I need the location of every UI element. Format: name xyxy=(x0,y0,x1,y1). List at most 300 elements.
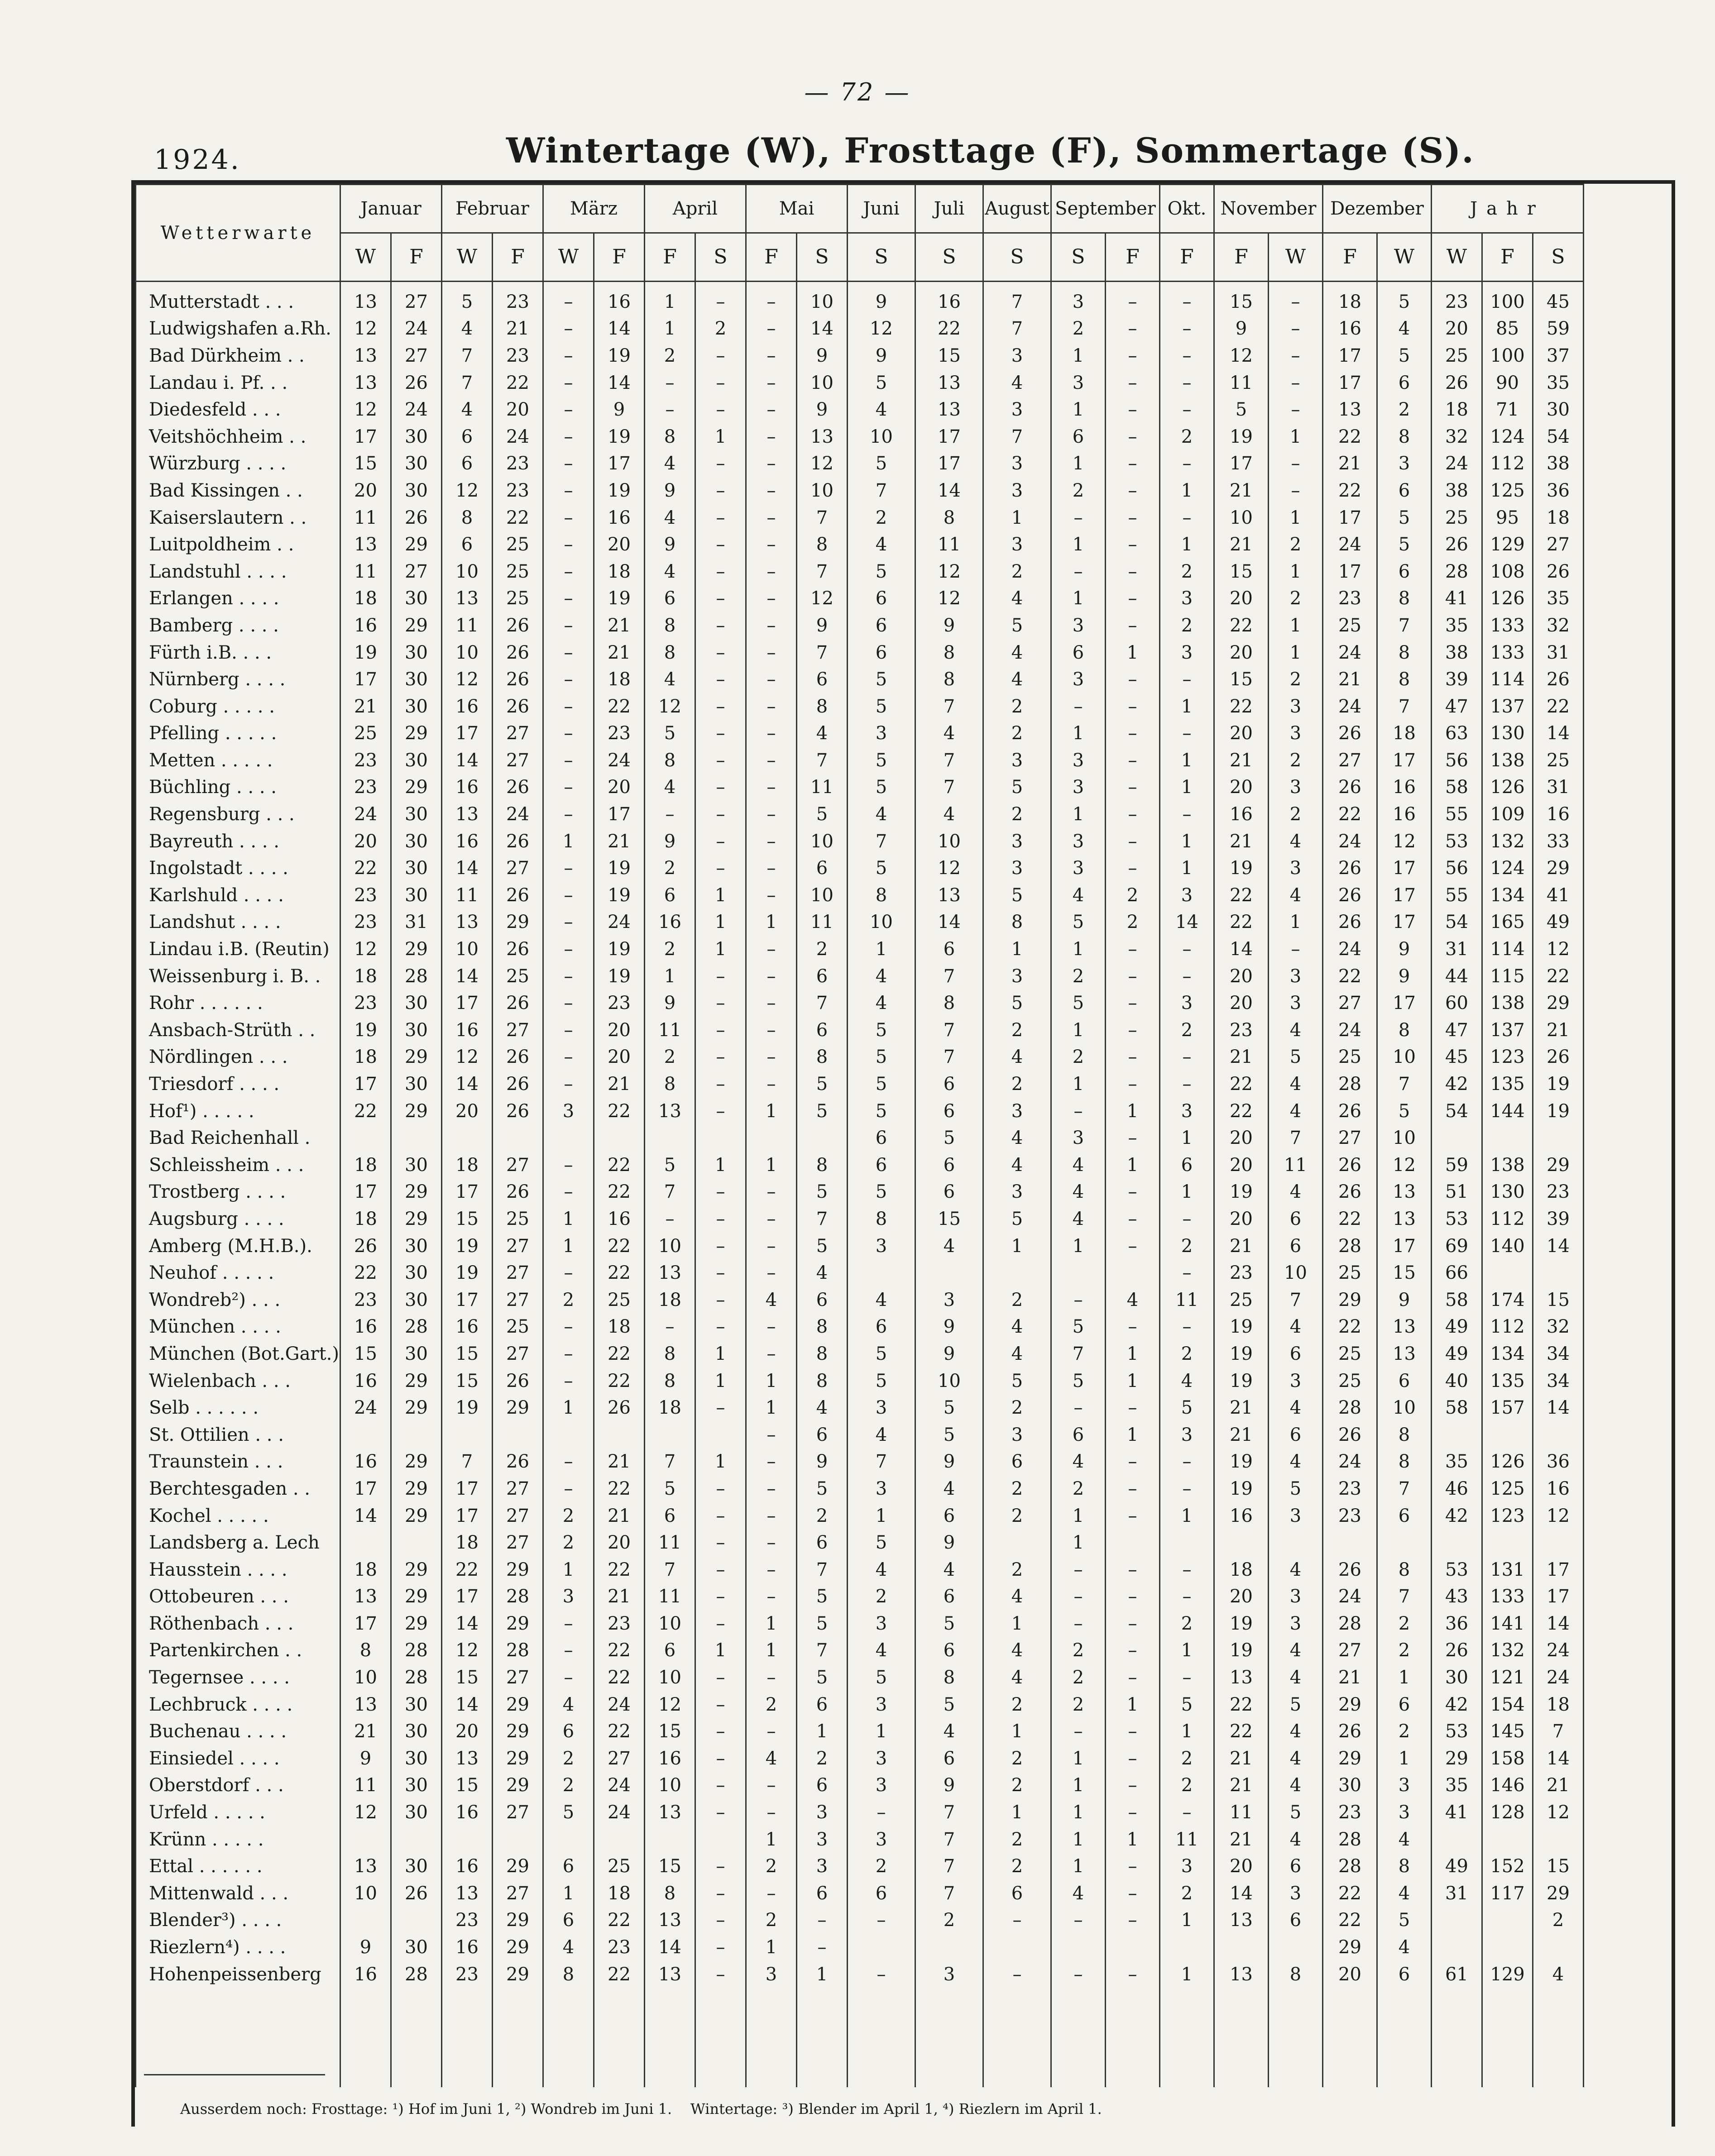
table-cell: – xyxy=(543,774,594,801)
table-cell: 2 xyxy=(1160,1610,1214,1637)
table-cell: – xyxy=(746,774,797,801)
table-cell: 26 xyxy=(1533,558,1584,585)
table-cell: – xyxy=(746,1044,797,1071)
station-name: Wondreb²) . . . xyxy=(136,1286,340,1314)
table-cell: 4 xyxy=(645,504,695,531)
table-cell: 26 xyxy=(493,1367,543,1395)
table-cell: 12 xyxy=(797,585,848,612)
blank-cell xyxy=(1377,1988,1432,2087)
table-row xyxy=(136,1314,1584,1341)
table-cell: 6 xyxy=(1377,1502,1432,1530)
table-cell: – xyxy=(1160,504,1214,531)
table-cell: 12 xyxy=(442,477,493,504)
table-cell: 3 xyxy=(1160,990,1214,1017)
table-cell: 2 xyxy=(1160,1233,1214,1260)
table-cell: 17 xyxy=(340,1475,391,1502)
table-cell: 27 xyxy=(1323,1124,1377,1152)
table-cell: 27 xyxy=(1323,990,1377,1017)
table-cell: – xyxy=(1106,1314,1160,1341)
table-cell: 13 xyxy=(442,801,493,828)
table-cell: 19 xyxy=(1214,1610,1269,1637)
table-cell: – xyxy=(1106,1583,1160,1611)
table-cell: 26 xyxy=(493,882,543,909)
table-cell: 31 xyxy=(1533,774,1584,801)
table-cell: 3 xyxy=(983,855,1051,882)
table-cell: 4 xyxy=(848,1286,915,1314)
table-cell: 1 xyxy=(797,1961,848,1988)
table-cell: 8 xyxy=(915,1664,983,1691)
table-cell: 13 xyxy=(1377,1314,1432,1341)
table-cell: – xyxy=(746,504,797,531)
table-cell: 55 xyxy=(1432,801,1482,828)
table-cell: – xyxy=(1269,282,1323,316)
table-cell: 3 xyxy=(848,1610,915,1637)
table-cell: 19 xyxy=(442,1394,493,1421)
table-cell: 14 xyxy=(797,316,848,343)
table-cell: 27 xyxy=(493,1233,543,1260)
table-cell: 141 xyxy=(1482,1610,1533,1637)
table-cell: 7 xyxy=(1051,1340,1106,1367)
table-cell: 1 xyxy=(1160,828,1214,855)
table-cell: – xyxy=(1106,558,1160,585)
table-cell: 19 xyxy=(594,963,645,990)
table-cell: 26 xyxy=(1432,531,1482,558)
table-cell: 17 xyxy=(340,1071,391,1098)
table-cell: – xyxy=(695,1799,746,1826)
table-cell: 20 xyxy=(1214,1583,1269,1611)
table-cell: – xyxy=(1269,396,1323,423)
table-cell: 30 xyxy=(391,693,442,720)
table-cell: 6 xyxy=(1377,558,1432,585)
table-cell: 20 xyxy=(1214,1152,1269,1179)
table-cell: 20 xyxy=(1214,585,1269,612)
table-cell: 1 xyxy=(1106,639,1160,666)
table-cell: 1 xyxy=(1269,639,1323,666)
table-cell: 5 xyxy=(848,855,915,882)
table-cell: 17 xyxy=(1377,990,1432,1017)
table-cell: – xyxy=(543,1179,594,1206)
table-row xyxy=(136,882,1584,909)
table-cell: 24 xyxy=(493,801,543,828)
table-cell: 14 xyxy=(915,909,983,936)
table-cell: 1 xyxy=(983,1799,1051,1826)
table-cell: – xyxy=(1106,316,1160,343)
table-cell: 25 xyxy=(493,585,543,612)
table-cell: 13 xyxy=(645,1799,695,1826)
table-cell: – xyxy=(645,396,695,423)
table-cell: 5 xyxy=(848,369,915,397)
table-cell xyxy=(340,1421,391,1448)
table-cell: – xyxy=(983,1907,1051,1934)
table-cell: 10 xyxy=(645,1664,695,1691)
table-cell: 13 xyxy=(645,1907,695,1934)
table-cell: 30 xyxy=(391,450,442,478)
table-cell: – xyxy=(543,612,594,639)
table-cell: 11 xyxy=(340,558,391,585)
station-name: Weissenburg i. B. . xyxy=(136,963,340,990)
table-cell: – xyxy=(746,1772,797,1799)
table-cell: 3 xyxy=(1269,774,1323,801)
table-cell: – xyxy=(543,316,594,343)
table-cell: – xyxy=(746,828,797,855)
table-cell: 2 xyxy=(1160,1772,1214,1799)
table-row xyxy=(136,585,1584,612)
table-cell: – xyxy=(695,1475,746,1502)
table-cell: 54 xyxy=(1432,1098,1482,1125)
table-cell: – xyxy=(695,1691,746,1718)
table-cell: 3 xyxy=(1269,720,1323,747)
table-cell: 1 xyxy=(1051,1772,1106,1799)
table-cell: 44 xyxy=(1432,963,1482,990)
table-cell: 2 xyxy=(1160,612,1214,639)
table-cell: 6 xyxy=(797,1529,848,1556)
station-name: Hohenpeissenberg xyxy=(136,1961,340,1988)
table-cell xyxy=(340,1529,391,1556)
table-cell: 16 xyxy=(442,1799,493,1826)
table-cell: – xyxy=(1106,666,1160,693)
table-cell: 19 xyxy=(594,882,645,909)
table-cell: 2 xyxy=(983,1017,1051,1044)
table-cell: – xyxy=(695,720,746,747)
table-cell: 26 xyxy=(1323,1098,1377,1125)
table-cell: 18 xyxy=(1533,504,1584,531)
table-cell: 45 xyxy=(1432,1044,1482,1071)
table-cell: 6 xyxy=(915,1583,983,1611)
table-cell: 126 xyxy=(1482,585,1533,612)
table-cell: 58 xyxy=(1432,1394,1482,1421)
table-cell: – xyxy=(695,1502,746,1530)
table-cell: 22 xyxy=(594,1152,645,1179)
table-cell: 1 xyxy=(543,1880,594,1907)
table-cell: 1 xyxy=(1051,585,1106,612)
table-cell: – xyxy=(1160,1664,1214,1691)
table-cell: 4 xyxy=(1106,1286,1160,1314)
station-name: Einsiedel . . . . xyxy=(136,1745,340,1772)
table-cell: 22 xyxy=(1323,477,1377,504)
table-cell: 24 xyxy=(493,423,543,450)
table-cell: 6 xyxy=(848,639,915,666)
table-cell xyxy=(391,1421,442,1448)
subcolumn-header: S xyxy=(797,233,848,282)
table-cell: 43 xyxy=(1432,1583,1482,1611)
table-cell: 26 xyxy=(493,1098,543,1125)
table-cell: – xyxy=(1160,1314,1214,1341)
table-cell: – xyxy=(543,450,594,478)
station-name: Hausstein . . . . xyxy=(136,1556,340,1583)
table-cell: 2 xyxy=(543,1502,594,1530)
table-cell: 4 xyxy=(848,801,915,828)
table-cell: 32 xyxy=(1533,1314,1584,1341)
table-cell: 29 xyxy=(391,1583,442,1611)
table-cell: – xyxy=(1160,316,1214,343)
table-cell: 4 xyxy=(797,1394,848,1421)
table-cell: 6 xyxy=(543,1718,594,1745)
table-cell: 10 xyxy=(340,1664,391,1691)
table-cell: 22 xyxy=(594,1907,645,1934)
table-cell: 17 xyxy=(594,801,645,828)
table-cell: 1 xyxy=(1160,1718,1214,1745)
table-cell: 34 xyxy=(1533,1367,1584,1395)
station-name: Hof¹) . . . . . xyxy=(136,1098,340,1125)
table-cell: 16 xyxy=(340,1961,391,1988)
table-cell: 16 xyxy=(340,1314,391,1341)
table-cell: 7 xyxy=(848,477,915,504)
table-cell: – xyxy=(1106,1124,1160,1152)
table-cell: 3 xyxy=(1160,1421,1214,1448)
table-cell: 6 xyxy=(915,1179,983,1206)
table-cell: 25 xyxy=(340,720,391,747)
table-cell: 3 xyxy=(797,1853,848,1880)
blank-cell xyxy=(1106,1988,1160,2087)
table-cell: – xyxy=(1106,1448,1160,1476)
table-cell: – xyxy=(746,1880,797,1907)
table-row xyxy=(136,282,1584,316)
table-cell: – xyxy=(543,747,594,774)
table-cell: 29 xyxy=(391,1448,442,1476)
table-cell: – xyxy=(543,282,594,316)
table-cell: 53 xyxy=(1432,1556,1482,1583)
table-cell: 26 xyxy=(493,639,543,666)
table-cell: 13 xyxy=(645,1961,695,1988)
table-cell: – xyxy=(695,774,746,801)
table-row xyxy=(136,666,1584,693)
table-cell: 6 xyxy=(442,423,493,450)
table-cell: 3 xyxy=(1269,963,1323,990)
table-cell: – xyxy=(1106,1475,1160,1502)
table-cell: 42 xyxy=(1432,1071,1482,1098)
table-cell: 19 xyxy=(1214,1314,1269,1341)
table-cell: 8 xyxy=(915,504,983,531)
table-cell: – xyxy=(543,720,594,747)
table-cell: 12 xyxy=(915,585,983,612)
table-cell xyxy=(983,1529,1051,1556)
table-cell: 11 xyxy=(915,531,983,558)
table-cell: 19 xyxy=(1214,1340,1269,1367)
table-cell: 18 xyxy=(442,1529,493,1556)
table-cell: 7 xyxy=(442,1448,493,1476)
table-frame xyxy=(131,180,1675,2127)
table-row xyxy=(136,369,1584,397)
table-cell: 28 xyxy=(391,1637,442,1664)
table-cell xyxy=(442,1826,493,1853)
table-cell: – xyxy=(543,342,594,369)
table-cell: 137 xyxy=(1482,1017,1533,1044)
table-cell: – xyxy=(543,1314,594,1341)
table-cell: 21 xyxy=(1323,450,1377,478)
table-row xyxy=(136,531,1584,558)
blank-cell xyxy=(543,1988,594,2087)
table-row xyxy=(136,396,1584,423)
table-cell: 7 xyxy=(915,1880,983,1907)
table-cell: 112 xyxy=(1482,1314,1533,1341)
table-cell: 21 xyxy=(594,1502,645,1530)
table-cell: 4 xyxy=(848,963,915,990)
subcolumn-header: W xyxy=(1377,233,1432,282)
station-name: Rohr . . . . . . xyxy=(136,990,340,1017)
blank-cell xyxy=(1214,1988,1269,2087)
table-cell: 3 xyxy=(983,342,1051,369)
table-cell: – xyxy=(1106,855,1160,882)
table-cell: 30 xyxy=(1323,1772,1377,1799)
table-cell: 25 xyxy=(1323,612,1377,639)
table-cell: 17 xyxy=(915,450,983,478)
table-cell: – xyxy=(1106,1961,1160,1988)
table-cell: 4 xyxy=(1269,882,1323,909)
table-cell: 17 xyxy=(1377,882,1432,909)
table-cell: – xyxy=(543,423,594,450)
table-cell: – xyxy=(543,1475,594,1502)
table-cell: 30 xyxy=(391,1934,442,1961)
table-cell: 6 xyxy=(442,531,493,558)
table-cell: 27 xyxy=(493,1529,543,1556)
table-cell: 124 xyxy=(1482,855,1533,882)
table-cell: 115 xyxy=(1482,963,1533,990)
table-cell: 109 xyxy=(1482,801,1533,828)
table-cell: 27 xyxy=(493,1502,543,1530)
table-cell: 6 xyxy=(797,1017,848,1044)
table-cell: 24 xyxy=(1533,1637,1584,1664)
table-cell: 12 xyxy=(442,666,493,693)
table-cell: 25 xyxy=(493,558,543,585)
table-cell: – xyxy=(1160,1448,1214,1476)
table-cell: 7 xyxy=(915,693,983,720)
table-cell: 29 xyxy=(391,1098,442,1125)
table-cell: – xyxy=(1106,1799,1160,1826)
table-cell: 30 xyxy=(391,1259,442,1286)
table-cell: 1 xyxy=(1377,1745,1432,1772)
table-cell: 16 xyxy=(594,1205,645,1233)
table-row xyxy=(136,1475,1584,1502)
table-cell: 29 xyxy=(1323,1934,1377,1961)
table-cell: 10 xyxy=(797,369,848,397)
table-cell xyxy=(1432,1529,1482,1556)
table-cell: 2 xyxy=(1269,531,1323,558)
table-row xyxy=(136,504,1584,531)
table-cell: 15 xyxy=(442,1367,493,1395)
table-cell: 18 xyxy=(594,666,645,693)
station-name: Traunstein . . . xyxy=(136,1448,340,1476)
station-name: Fürth i.B. . . . xyxy=(136,639,340,666)
table-cell: 30 xyxy=(391,1233,442,1260)
table-cell: 1 xyxy=(1051,1826,1106,1853)
table-cell: – xyxy=(695,1529,746,1556)
table-cell: 1 xyxy=(1269,909,1323,936)
table-cell: 15 xyxy=(645,1853,695,1880)
table-cell: 8 xyxy=(1377,1853,1432,1880)
table-cell: – xyxy=(1160,1071,1214,1098)
table-cell: 29 xyxy=(391,1610,442,1637)
table-cell: 137 xyxy=(1482,693,1533,720)
table-row xyxy=(136,963,1584,990)
table-cell: – xyxy=(746,1233,797,1260)
table-cell: 2 xyxy=(1269,666,1323,693)
table-cell: 4 xyxy=(746,1286,797,1314)
table-cell: – xyxy=(695,1610,746,1637)
table-cell: – xyxy=(1051,1718,1106,1745)
table-cell: 4 xyxy=(983,369,1051,397)
table-cell: – xyxy=(695,1205,746,1233)
table-cell: 5 xyxy=(848,1179,915,1206)
table-cell: – xyxy=(645,369,695,397)
table-cell: 4 xyxy=(1051,1448,1106,1476)
table-cell: – xyxy=(695,828,746,855)
table-cell: 60 xyxy=(1432,990,1482,1017)
table-cell: 66 xyxy=(1432,1259,1482,1286)
table-cell: 5 xyxy=(848,1017,915,1044)
table-cell: 6 xyxy=(797,963,848,990)
table-cell: – xyxy=(695,477,746,504)
table-cell: 29 xyxy=(391,1179,442,1206)
table-cell: – xyxy=(746,1179,797,1206)
table-cell: 12 xyxy=(340,936,391,963)
table-cell: 29 xyxy=(1323,1691,1377,1718)
table-cell: 1 xyxy=(1106,1098,1160,1125)
table-cell: 19 xyxy=(1214,423,1269,450)
table-cell xyxy=(543,1421,594,1448)
table-cell: 21 xyxy=(1214,477,1269,504)
footnote-rule xyxy=(144,2074,325,2075)
table-cell xyxy=(594,1124,645,1152)
table-cell: 29 xyxy=(493,1961,543,1988)
blank-cell xyxy=(1051,1988,1106,2087)
table-cell: 5 xyxy=(1160,1394,1214,1421)
table-cell xyxy=(1432,1124,1482,1152)
table-cell: 22 xyxy=(1323,801,1377,828)
footnote: Ausserdem noch: Frosttage: ¹) Hof im Juni 1, ²) Wondreb im Juni 1. Wintertage: ³) Blender im April 1, ⁴) Riezlern im April 1. xyxy=(180,2100,1102,2118)
table-cell: 4 xyxy=(645,666,695,693)
table-cell: 130 xyxy=(1482,720,1533,747)
table-cell: 12 xyxy=(645,693,695,720)
table-cell: – xyxy=(746,720,797,747)
table-cell: 2 xyxy=(1377,1718,1432,1745)
station-name: Ottobeuren . . . xyxy=(136,1583,340,1611)
table-cell xyxy=(1432,1907,1482,1934)
station-name: St. Ottilien . . . xyxy=(136,1421,340,1448)
table-cell: – xyxy=(1106,1017,1160,1044)
table-cell: 18 xyxy=(594,1880,645,1907)
station-name: Bad Reichenhall . xyxy=(136,1124,340,1152)
table-row xyxy=(136,1233,1584,1260)
table-cell: – xyxy=(1106,477,1160,504)
table-cell: 1 xyxy=(645,963,695,990)
table-cell xyxy=(493,1421,543,1448)
table-cell xyxy=(695,1124,746,1152)
table-cell: 3 xyxy=(848,1772,915,1799)
table-cell: 5 xyxy=(645,1475,695,1502)
table-cell: – xyxy=(695,1853,746,1880)
table-cell: 22 xyxy=(1214,882,1269,909)
table-cell: 6 xyxy=(797,1421,848,1448)
table-cell: 23 xyxy=(340,774,391,801)
table-cell: 6 xyxy=(983,1880,1051,1907)
table-cell: 31 xyxy=(1533,639,1584,666)
table-cell: 13 xyxy=(340,1583,391,1611)
table-cell: 3 xyxy=(1051,282,1106,316)
table-cell: 14 xyxy=(340,1502,391,1530)
table-cell xyxy=(391,1826,442,1853)
table-cell: 29 xyxy=(1533,855,1584,882)
table-cell: 5 xyxy=(1377,282,1432,316)
table-cell: – xyxy=(746,963,797,990)
table-cell: 9 xyxy=(340,1745,391,1772)
table-cell: 35 xyxy=(1432,612,1482,639)
table-cell: – xyxy=(1106,774,1160,801)
table-cell: 26 xyxy=(391,1880,442,1907)
table-cell: 8 xyxy=(797,1367,848,1395)
table-cell: 28 xyxy=(391,963,442,990)
table-cell: – xyxy=(543,1664,594,1691)
table-cell xyxy=(983,1259,1051,1286)
